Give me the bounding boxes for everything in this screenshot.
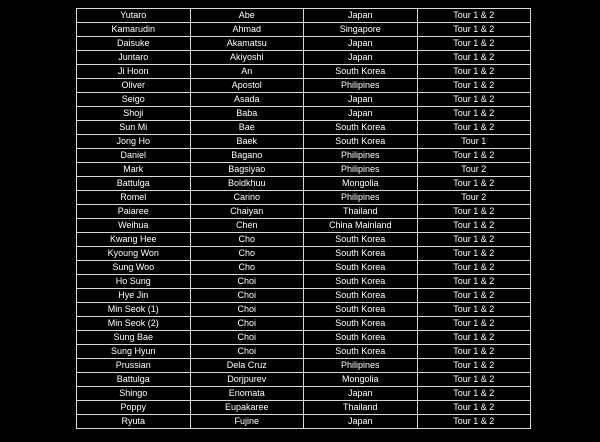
tour-cell: Tour 2 xyxy=(417,163,531,177)
first-name-cell: Yutaro xyxy=(77,9,191,23)
table-row xyxy=(77,275,531,289)
country-cell: South Korea xyxy=(304,261,418,275)
last-name-cell: Bae xyxy=(190,121,304,135)
tour-cell: Tour 1 & 2 xyxy=(417,23,531,37)
country-cell: South Korea xyxy=(304,65,418,79)
last-name-cell: Choi xyxy=(190,345,304,359)
country-cell: South Korea xyxy=(304,289,418,303)
roster-table xyxy=(76,8,531,429)
country-cell: Philipines xyxy=(304,359,418,373)
roster-body xyxy=(77,9,531,429)
tour-cell: Tour 1 & 2 xyxy=(417,415,531,429)
country-cell: Mongolia xyxy=(304,177,418,191)
first-name-cell: Seigo xyxy=(77,93,191,107)
tour-cell: Tour 1 & 2 xyxy=(417,247,531,261)
tour-cell: Tour 1 & 2 xyxy=(417,345,531,359)
tour-cell: Tour 1 & 2 xyxy=(417,107,531,121)
first-name-cell: Shoji xyxy=(77,107,191,121)
first-name-cell: Min Seok (1) xyxy=(77,303,191,317)
table-row xyxy=(77,205,531,219)
country-cell: Japan xyxy=(304,93,418,107)
country-cell: Japan xyxy=(304,9,418,23)
country-cell: Japan xyxy=(304,107,418,121)
first-name-cell: Paiaree xyxy=(77,205,191,219)
last-name-cell: Choi xyxy=(190,317,304,331)
tour-cell: Tour 1 & 2 xyxy=(417,387,531,401)
country-cell: South Korea xyxy=(304,247,418,261)
tour-cell: Tour 1 & 2 xyxy=(417,331,531,345)
first-name-cell: Battulga xyxy=(77,373,191,387)
first-name-cell: Hye Jin xyxy=(77,289,191,303)
table-row xyxy=(77,219,531,233)
country-cell: Philipines xyxy=(304,149,418,163)
country-cell: Japan xyxy=(304,387,418,401)
last-name-cell: Cho xyxy=(190,233,304,247)
last-name-cell: Choi xyxy=(190,303,304,317)
country-cell: South Korea xyxy=(304,233,418,247)
country-cell: South Korea xyxy=(304,303,418,317)
tour-cell: Tour 1 & 2 xyxy=(417,65,531,79)
tour-cell: Tour 1 & 2 xyxy=(417,261,531,275)
tour-cell: Tour 1 & 2 xyxy=(417,289,531,303)
first-name-cell: Sung Woo xyxy=(77,261,191,275)
last-name-cell: Enomata xyxy=(190,387,304,401)
country-cell: Mongolia xyxy=(304,373,418,387)
last-name-cell: Akiyoshi xyxy=(190,51,304,65)
first-name-cell: Ho Sung xyxy=(77,275,191,289)
table-row xyxy=(77,93,531,107)
country-cell: South Korea xyxy=(304,135,418,149)
tour-cell: Tour 1 & 2 xyxy=(417,401,531,415)
table-row xyxy=(77,373,531,387)
last-name-cell: Ahmad xyxy=(190,23,304,37)
last-name-cell: Dorjpurev xyxy=(190,373,304,387)
table-row xyxy=(77,149,531,163)
last-name-cell: Cho xyxy=(190,261,304,275)
table-row xyxy=(77,261,531,275)
tour-cell: Tour 1 & 2 xyxy=(417,149,531,163)
first-name-cell: Weihua xyxy=(77,219,191,233)
last-name-cell: Choi xyxy=(190,289,304,303)
first-name-cell: Sun Mi xyxy=(77,121,191,135)
tour-cell: Tour 1 xyxy=(417,135,531,149)
tour-cell: Tour 1 & 2 xyxy=(417,79,531,93)
last-name-cell: Eupakaree xyxy=(190,401,304,415)
last-name-cell: Carino xyxy=(190,191,304,205)
table-row xyxy=(77,121,531,135)
country-cell: South Korea xyxy=(304,331,418,345)
first-name-cell: Kyoung Won xyxy=(77,247,191,261)
first-name-cell: Shingo xyxy=(77,387,191,401)
last-name-cell: Bagano xyxy=(190,149,304,163)
first-name-cell: Juntaro xyxy=(77,51,191,65)
last-name-cell: Apostol xyxy=(190,79,304,93)
tour-cell: Tour 2 xyxy=(417,191,531,205)
country-cell: Philipines xyxy=(304,79,418,93)
table-row xyxy=(77,331,531,345)
table-row xyxy=(77,401,531,415)
table-row xyxy=(77,359,531,373)
first-name-cell: Kamarudin xyxy=(77,23,191,37)
first-name-cell: Battulga xyxy=(77,177,191,191)
country-cell: Japan xyxy=(304,415,418,429)
first-name-cell: Kwang Hee xyxy=(77,233,191,247)
table-row xyxy=(77,303,531,317)
tour-cell: Tour 1 & 2 xyxy=(417,359,531,373)
first-name-cell: Mark xyxy=(77,163,191,177)
first-name-cell: Prussian xyxy=(77,359,191,373)
table-row xyxy=(77,107,531,121)
tour-cell: Tour 1 & 2 xyxy=(417,93,531,107)
first-name-cell: Poppy xyxy=(77,401,191,415)
last-name-cell: Akamatsu xyxy=(190,37,304,51)
tour-cell: Tour 1 & 2 xyxy=(417,205,531,219)
last-name-cell: Chen xyxy=(190,219,304,233)
tour-cell: Tour 1 & 2 xyxy=(417,51,531,65)
last-name-cell: Choi xyxy=(190,275,304,289)
table-row xyxy=(77,135,531,149)
table-row xyxy=(77,387,531,401)
first-name-cell: Daisuke xyxy=(77,37,191,51)
country-cell: Philipines xyxy=(304,191,418,205)
first-name-cell: Daniel xyxy=(77,149,191,163)
table-row xyxy=(77,23,531,37)
country-cell: South Korea xyxy=(304,317,418,331)
last-name-cell: Abe xyxy=(190,9,304,23)
table-row xyxy=(77,51,531,65)
tour-cell: Tour 1 & 2 xyxy=(417,177,531,191)
first-name-cell: Sung Bae xyxy=(77,331,191,345)
tour-cell: Tour 1 & 2 xyxy=(417,233,531,247)
last-name-cell: Fujine xyxy=(190,415,304,429)
table-row xyxy=(77,415,531,429)
country-cell: Thailand xyxy=(304,205,418,219)
tour-cell: Tour 1 & 2 xyxy=(417,373,531,387)
tour-cell: Tour 1 & 2 xyxy=(417,275,531,289)
last-name-cell: Chaiyan xyxy=(190,205,304,219)
table-row xyxy=(77,247,531,261)
tour-cell: Tour 1 & 2 xyxy=(417,219,531,233)
tour-cell: Tour 1 & 2 xyxy=(417,37,531,51)
last-name-cell: Bagsiyao xyxy=(190,163,304,177)
tour-cell: Tour 1 & 2 xyxy=(417,317,531,331)
country-cell: Philipines xyxy=(304,163,418,177)
table-row xyxy=(77,289,531,303)
country-cell: South Korea xyxy=(304,121,418,135)
table-row xyxy=(77,191,531,205)
table-row xyxy=(77,65,531,79)
table-row xyxy=(77,37,531,51)
last-name-cell: Dela Cruz xyxy=(190,359,304,373)
country-cell: South Korea xyxy=(304,275,418,289)
table-row xyxy=(77,317,531,331)
first-name-cell: Min Seok (2) xyxy=(77,317,191,331)
last-name-cell: Baba xyxy=(190,107,304,121)
last-name-cell: Boldkhuu xyxy=(190,177,304,191)
first-name-cell: Jong Ho xyxy=(77,135,191,149)
country-cell: Thailand xyxy=(304,401,418,415)
country-cell: Japan xyxy=(304,51,418,65)
first-name-cell: Oliver xyxy=(77,79,191,93)
table-row xyxy=(77,177,531,191)
tour-cell: Tour 1 & 2 xyxy=(417,9,531,23)
first-name-cell: Ryuta xyxy=(77,415,191,429)
first-name-cell: Ji Hoon xyxy=(77,65,191,79)
table-row xyxy=(77,233,531,247)
last-name-cell: Choi xyxy=(190,331,304,345)
table-row xyxy=(77,163,531,177)
country-cell: China Mainland xyxy=(304,219,418,233)
country-cell: South Korea xyxy=(304,345,418,359)
country-cell: Singapore xyxy=(304,23,418,37)
last-name-cell: Cho xyxy=(190,247,304,261)
tour-cell: Tour 1 & 2 xyxy=(417,121,531,135)
table-row xyxy=(77,345,531,359)
table-row xyxy=(77,79,531,93)
last-name-cell: Asada xyxy=(190,93,304,107)
table-row xyxy=(77,9,531,23)
last-name-cell: Baek xyxy=(190,135,304,149)
tour-cell: Tour 1 & 2 xyxy=(417,303,531,317)
last-name-cell: An xyxy=(190,65,304,79)
first-name-cell: Sung Hyun xyxy=(77,345,191,359)
first-name-cell: Romel xyxy=(77,191,191,205)
country-cell: Japan xyxy=(304,37,418,51)
